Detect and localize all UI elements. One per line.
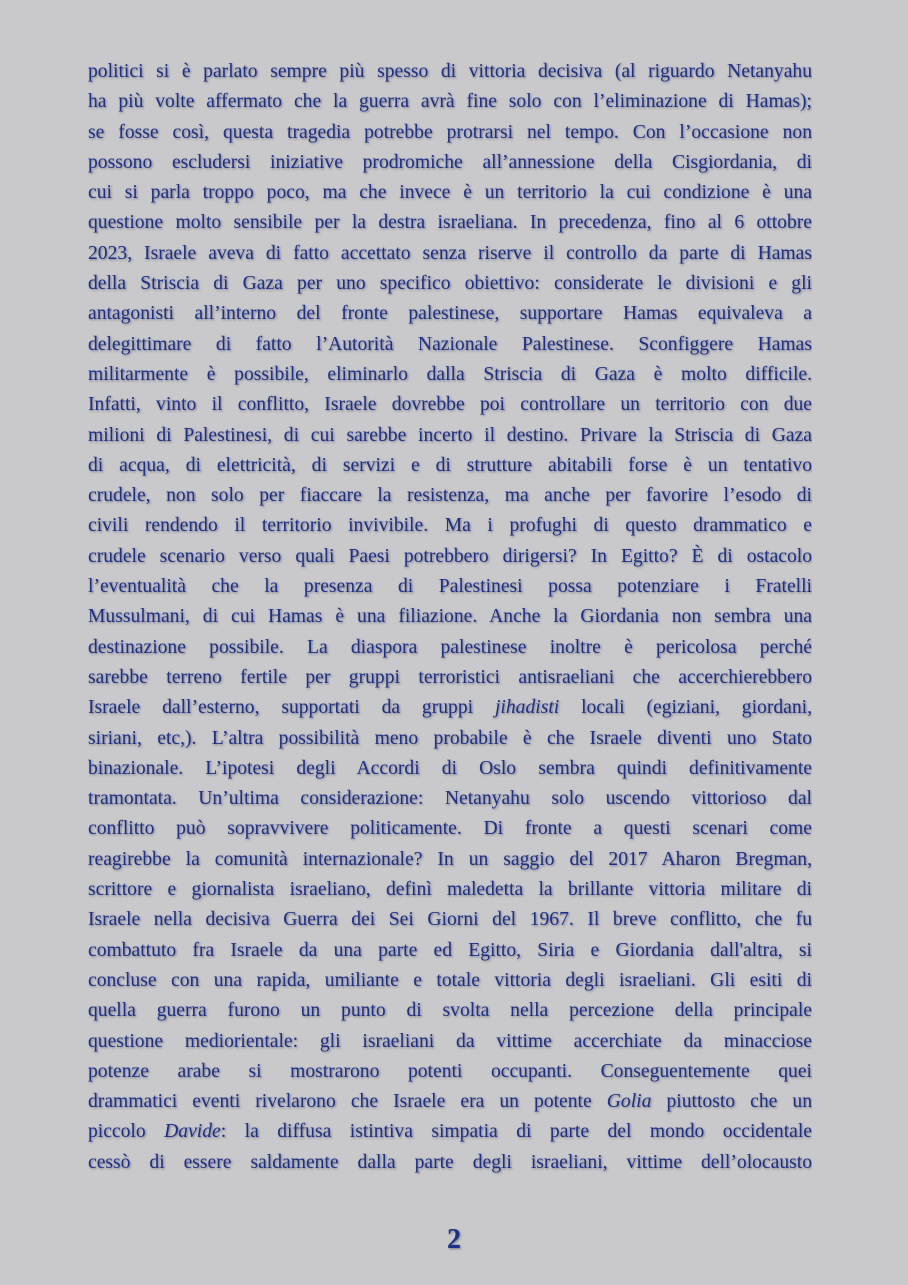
text-line: Mussulmani, di cui Hamas è una filiazione. Anche la Giordania non sembra una (88, 606, 812, 628)
text-line: siriani, etc,). L’altra possibilità meno probabile è che Israele diventi uno Stato (88, 727, 812, 749)
text-line: milioni di Palestinesi, di cui sarebbe incerto il destino. Privare la Striscia di Gaza (88, 424, 812, 446)
text-line: cessò di essere saldamente dalla parte degli israeliani, vittime dell’olocausto (88, 1151, 812, 1173)
text-line: crudele, non solo per fiaccare la resistenza, ma anche per favorire l’esodo di (88, 485, 812, 507)
text-line: tramontata. Un’ultima considerazione: Netanyahu solo uscendo vittorioso dal (88, 788, 812, 810)
text-line: combattuto fra Israele da una parte ed Egitto, Siria e Giordania dall'altra, si (88, 939, 812, 961)
text-line: Infatti, vinto il conflitto, Israele dovrebbe poi controllare un territorio con due (88, 394, 812, 416)
text-line (88, 1087, 812, 1117)
text-line: reagirebbe la comunità internazionale? In un saggio del 2017 Aharon Bregman, (88, 848, 812, 870)
text-line: Israele nella decisiva Guerra dei Sei Giorni del 1967. Il breve conflitto, che fu (88, 909, 812, 931)
text-segment: piuttosto che un (651, 1091, 812, 1113)
text-line: conflitto può sopravvivere politicamente. Di fronte a questi scenari come (88, 818, 812, 840)
text-line: delegittimare di fatto l’Autorità Nazionale Palestinese. Sconfiggere Hamas (88, 333, 812, 355)
text-line: scrittore e giornalista israeliano, definì maledetta la brillante vittoria militare di (88, 879, 812, 901)
text-line: politici si è parlato sempre più spesso di vittoria decisiva (al riguardo Netanyahu (88, 61, 812, 82)
italic-term: Golia (606, 1091, 652, 1113)
text-line: potenze arabe si mostrarono potenti occupanti. Conseguentemente quei (88, 1060, 812, 1082)
text-line: destinazione possibile. La diaspora palestinese inoltre è pericolosa perché (88, 636, 812, 658)
text-line (88, 693, 812, 723)
italic-term: jihadisti (494, 697, 560, 719)
text-segment: drammatici eventi rivelarono che Israele era un potente (88, 1091, 607, 1113)
text-line: quella guerra furono un punto di svolta nella percezione della principale (88, 1000, 812, 1022)
text-line: l’eventualità che la presenza di Palestinesi possa potenziare i Fratelli (88, 576, 812, 598)
text-line: cui si parla troppo poco, ma che invece è un territorio la cui condizione è una (88, 182, 812, 204)
text-segment: locali (egiziani, giordani, (559, 697, 812, 719)
text-line: concluse con una rapida, umiliante e totale vittoria degli israeliani. Gli esiti di (88, 969, 812, 991)
text-line: sarebbe terreno fertile per gruppi terroristici antisraeliani che accerchierebbero (88, 666, 812, 688)
text-line (88, 1117, 812, 1147)
text-segment: piccolo (88, 1121, 165, 1143)
text-line: ha più volte affermato che la guerra avrà fine solo con l’eliminazione di Hamas); (88, 91, 812, 113)
italic-term: Davide (164, 1121, 221, 1143)
text-line: binazionale. L’ipotesi degli Accordi di Oslo sembra quindi definitivamente (88, 757, 812, 779)
text-line: militarmente è possibile, eliminarlo dalla Striscia di Gaza è molto difficile. (88, 363, 812, 385)
text-segment: : la diffusa istintiva simpatia di parte del mondo occidentale (220, 1121, 812, 1143)
text-line: civili rendendo il territorio invivibile. Ma i profughi di questo drammatico e (88, 515, 812, 537)
text-line: crudele scenario verso quali Paesi potrebbero dirigersi? In Egitto? È di ostacolo (88, 545, 812, 567)
text-line: 2023, Israele aveva di fatto accettato senza riserve il controllo da parte di Hamas (88, 242, 812, 264)
text-line: di acqua, di elettricità, di servizi e di strutture abitabili forse è un tentativo (88, 454, 812, 476)
text-line: questione molto sensibile per la destra israeliana. In precedenza, fino al 6 ottobre (88, 212, 812, 234)
text-segment: Israele dall’esterno, supportati da gruppi (88, 697, 495, 719)
body-text (88, 57, 812, 1178)
text-line: antagonisti all’interno del fronte palestinese, supportare Hamas equivaleva a (88, 303, 812, 325)
text-line: della Striscia di Gaza per uno specifico obiettivo: considerate le divisioni e gli (88, 273, 812, 295)
text-line: possono escludersi iniziative prodromiche all’annessione della Cisgiordania, di (88, 151, 812, 173)
page-number: 2 (447, 1224, 461, 1255)
text-line: questione mediorientale: gli israeliani da vittime accerchiate da minacciose (88, 1030, 812, 1052)
text-line: se fosse così, questa tragedia potrebbe protrarsi nel tempo. Con l’occasione non (88, 121, 812, 143)
